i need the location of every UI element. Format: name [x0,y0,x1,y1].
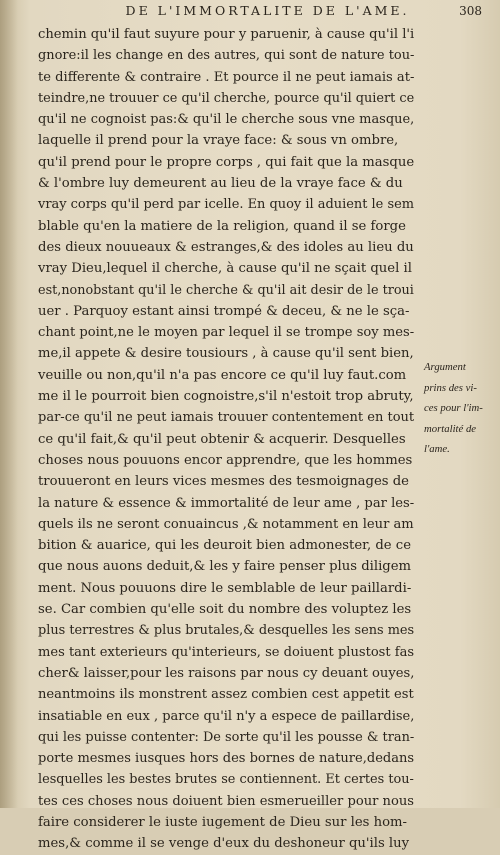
text-line: trouueront en leurs vices mesmes des tesmoignages de [38,474,409,490]
text-line: la nature & essence & immortalité de leur ame , par les- [38,495,415,511]
text-line: qui les puisse contenter: De sorte qu'il les pousse & tran- [38,729,415,745]
text-line: blable qu'en la matiere de la religion, quand il se forge [38,218,406,234]
text-line: porte mesmes iusques hors des bornes de nature,dedans [38,751,415,767]
margin-note-line: prins des vi- [424,381,477,394]
text-line: lesquelles les bestes brutes se contiennent. Et certes tou- [38,772,414,788]
text-line: quels ils ne seront conuaincus ,& notamment en leur am [38,516,414,532]
text-line: est,nonobstant qu'il le cherche & qu'il ait desir de le troui [38,282,414,298]
text-line: insatiable en eux , parce qu'il n'y a espece de paillardise, [38,708,415,724]
text-line: laquelle il prend pour la vraye face: & sous vn ombre, [38,133,399,149]
text-line: mes,& comme il se venge d'eux du deshoneur qu'ils luy [38,836,410,852]
text-line: tes ces choses nous doiuent bien esmerueiller pour nous [38,793,414,809]
text-line: gnore:il les change en des autres, qui sont de nature tou- [38,48,415,64]
text-line: veuille ou non,qu'il n'a pas encore ce qu'il luy faut.com [38,367,407,383]
text-line: neantmoins ils monstrent assez combien cest appetit est [38,687,414,703]
margin-note-line: Argument [424,361,466,373]
text-line: & l'ombre luy demeurent au lieu de la vraye face & du [38,176,403,192]
text-line: qu'il ne cognoist pas:& qu'il le cherche sous vne masque, [38,112,415,128]
text-line: vray Dieu,lequel il cherche, à cause qu'il ne sçait quel il [38,261,412,277]
margin-note-line: l'ame. [424,443,450,455]
margin-note-line: mortalité de [424,422,477,435]
text-line: cher& laisser,pour les raisons par nous cy deuant ouyes, [38,665,415,681]
text-line: que nous auons deduit,& les y faire penser plus diligem [38,559,412,575]
text-line: me,il appete & desire tousiours , à cause qu'il sent bien, [38,346,414,362]
text-line: des dieux nouueaux & estranges,& des idoles au lieu du [38,239,414,255]
text-line: bition & auarice, qui les deuroit bien admonester, de ce [38,538,411,554]
gutter-shadow [0,0,18,808]
text-line: vray corps qu'il perd par icelle. En quoy il aduient le sem [38,197,415,213]
text-line: mes tant exterieurs qu'interieurs, se doiuent plustost fas [38,644,415,660]
text-line: uer . Parquoy estant ainsi trompé & deceu, & ne le sça- [38,303,410,319]
page-header [62,3,482,25]
text-line: faire considerer le iuste iugement de Dieu sur les hom- [38,814,408,830]
body-text [38,24,414,855]
margin-note-line: ces pour l'im- [424,402,483,414]
text-line: plus terrestres & plus brutales,& desquelles les sens mes [38,623,415,639]
text-line: ment. Nous pouuons dire le semblable de leur paillardi- [38,580,412,596]
text-line: qu'il prend pour le propre corps , qui fait que la masque [38,154,415,170]
text-line: ce qu'il fait,& qu'il peut obtenir & acquerir. Desquelles [38,431,406,447]
running-title: DE L'IMMORTALITE DE L'AME. [125,3,410,18]
text-line: me il le pourroit bien cognoistre,s'il n'estoit trop abruty, [38,389,414,405]
margin-note [424,357,500,460]
text-line: te differente & contraire . Et pource il ne peut iamais at- [38,69,415,85]
text-line: teindre,ne trouuer ce qu'il cherche, pource qu'il quiert ce [38,90,415,106]
text-line: chant point,ne le moyen par lequel il se trompe soy mes- [38,325,415,341]
text-line: chemin qu'il faut suyure pour y paruenir, à cause qu'il l'i [38,27,415,42]
text-line: choses nous pouuons encor apprendre, que les hommes [38,452,413,468]
text-line: se. Car combien qu'elle soit du nombre des voluptez les [38,602,412,618]
text-line: par-ce qu'il ne peut iamais trouuer contentement en tout [38,410,415,426]
page-number: 308 [459,4,482,18]
